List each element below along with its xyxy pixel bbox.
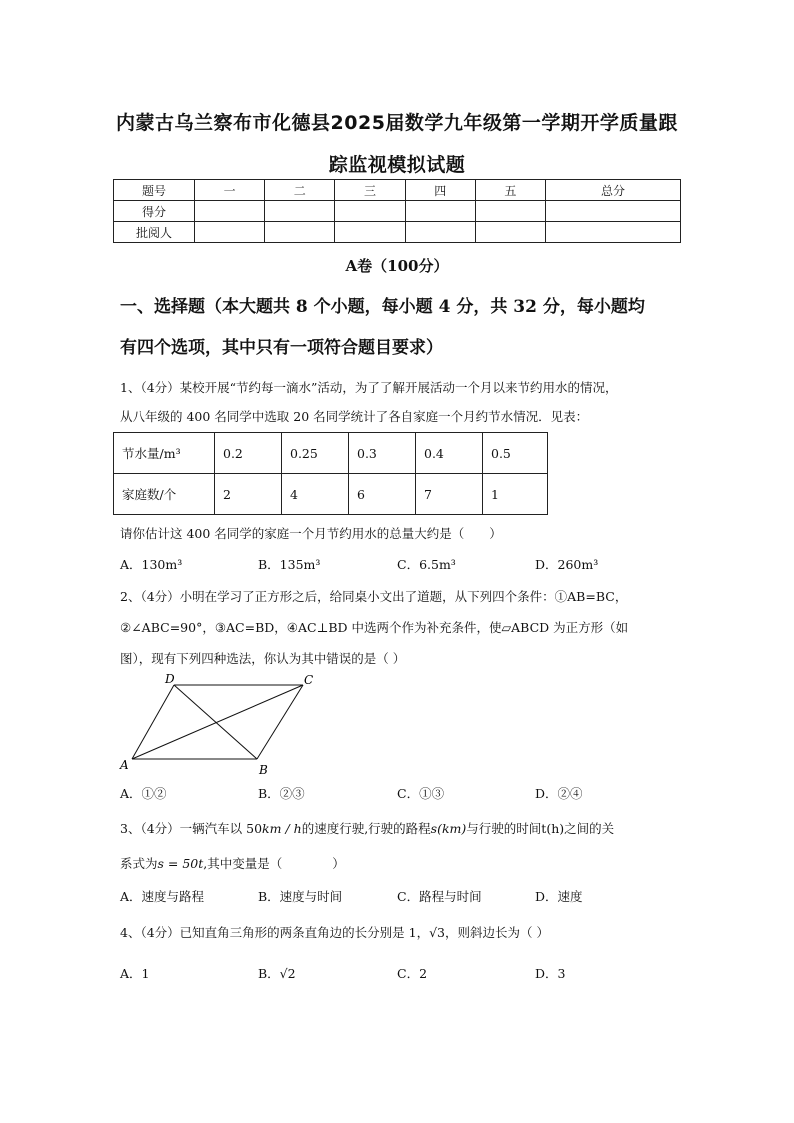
q4-option-b[interactable]: B．√2 bbox=[258, 966, 296, 981]
water-cell: 0.25 bbox=[282, 433, 349, 474]
score-cell[interactable] bbox=[335, 222, 405, 243]
q1-option-d[interactable]: D．260m³ bbox=[535, 557, 599, 572]
q2-option-b[interactable]: B．②③ bbox=[258, 786, 305, 801]
water-cell: 2 bbox=[215, 474, 282, 515]
q3-text-part: 的速度行驶,行驶的路程 bbox=[301, 821, 431, 836]
score-row-label: 得分 bbox=[114, 201, 195, 222]
table-row bbox=[114, 433, 548, 474]
score-header-cell: 二 bbox=[265, 180, 335, 201]
q4-text-part: ，则斜边长为（ ） bbox=[445, 925, 549, 940]
score-row-label: 批阅人 bbox=[114, 222, 195, 243]
q2-option-d[interactable]: D．②④ bbox=[535, 786, 583, 801]
parallelogram-figure bbox=[115, 668, 325, 780]
vertex-label-c: C bbox=[304, 673, 314, 687]
water-cell: 0.2 bbox=[215, 433, 282, 474]
q3-option-b[interactable]: B．速度与时间 bbox=[258, 889, 343, 904]
q2-option-c[interactable]: C．①③ bbox=[397, 786, 445, 801]
water-row-label: 节水量/m³ bbox=[114, 433, 215, 474]
q3-time-symbol: t(h) bbox=[541, 821, 565, 836]
q4-option-c[interactable]: C．2 bbox=[397, 966, 428, 981]
score-cell[interactable] bbox=[265, 222, 335, 243]
water-cell: 7 bbox=[416, 474, 483, 515]
exam-title-line1: 内蒙古乌兰察布市化德县2025届数学九年级第一学期开学质量跟 bbox=[116, 112, 678, 134]
q3-text-part: 系式为 bbox=[120, 856, 158, 871]
q1-text-line2: 从八年级的 400 名同学中选取 20 名同学统计了各自家庭一个月约节水情况．见表： bbox=[120, 409, 589, 424]
score-header-cell: 总分 bbox=[546, 180, 681, 201]
q4-text-line1 bbox=[120, 925, 549, 941]
q3-distance-symbol: s(km) bbox=[430, 821, 467, 836]
vertex-label-d: D bbox=[165, 672, 175, 686]
q3-text-part: ,其中变量是（ ） bbox=[203, 856, 345, 871]
water-cell: 1 bbox=[483, 474, 548, 515]
q1-option-c[interactable]: C．6.5m³ bbox=[397, 557, 456, 572]
score-cell[interactable] bbox=[335, 201, 405, 222]
diagonal-bd bbox=[174, 685, 257, 759]
vertex-label-a: A bbox=[120, 758, 129, 772]
score-cell[interactable] bbox=[475, 201, 545, 222]
q2-text-line1: 2、（4分）小明在学习了正方形之后，给同桌小文出了道题，从下列四个条件：①AB=BC， bbox=[120, 589, 628, 604]
water-cell: 0.5 bbox=[483, 433, 548, 474]
table-row bbox=[114, 222, 681, 243]
q4-option-d[interactable]: D．3 bbox=[535, 966, 566, 981]
score-cell[interactable] bbox=[195, 222, 265, 243]
water-cell: 0.4 bbox=[416, 433, 483, 474]
vertex-label-b: B bbox=[259, 763, 268, 777]
score-header-cell: 一 bbox=[195, 180, 265, 201]
q3-text-part: 与行驶的时间 bbox=[466, 821, 542, 836]
diagonal-ac bbox=[132, 685, 303, 759]
q4-root-value: √3 bbox=[429, 925, 446, 940]
table-row bbox=[114, 474, 548, 515]
q3-text-part: 3、（4分）一辆汽车以 50 bbox=[120, 821, 263, 836]
exam-title-line2: 踪监视模拟试题 bbox=[328, 154, 466, 176]
water-table bbox=[113, 432, 548, 515]
score-cell[interactable] bbox=[546, 222, 681, 243]
score-cell[interactable] bbox=[195, 201, 265, 222]
q3-text-line2 bbox=[120, 856, 345, 872]
q4-text-part: 4、（4分）已知直角三角形的两条直角边的长分别是 1， bbox=[120, 925, 430, 940]
q3-option-a[interactable]: A．速度与路程 bbox=[120, 889, 205, 904]
table-row bbox=[114, 180, 681, 201]
q1-option-a[interactable]: A．130m³ bbox=[120, 557, 183, 572]
side-bc bbox=[257, 685, 303, 759]
q4-option-a[interactable]: A．1 bbox=[120, 966, 150, 981]
score-cell[interactable] bbox=[475, 222, 545, 243]
q2-option-a[interactable]: A．①② bbox=[120, 786, 167, 801]
water-cell: 4 bbox=[282, 474, 349, 515]
q2-text-line2: ②∠ABC=90°，③AC=BD，④AC⊥BD 中选两个作为补充条件，使▱ABCD 为正方形（如 bbox=[120, 620, 629, 635]
score-cell[interactable] bbox=[405, 222, 475, 243]
score-header-cell: 题号 bbox=[114, 180, 195, 201]
score-cell[interactable] bbox=[265, 201, 335, 222]
score-cell[interactable] bbox=[405, 201, 475, 222]
table-row bbox=[114, 201, 681, 222]
section-heading-line2: 有四个选项，其中只有一项符合题目要求） bbox=[120, 338, 443, 358]
score-cell[interactable] bbox=[546, 201, 681, 222]
q3-option-d[interactable]: D．速度 bbox=[535, 889, 583, 904]
q3-text-part: 之间的关 bbox=[564, 821, 615, 836]
q1-option-b[interactable]: B．135m³ bbox=[258, 557, 321, 572]
side-da bbox=[132, 685, 174, 759]
score-header-cell: 五 bbox=[475, 180, 545, 201]
q3-option-c[interactable]: C．路程与时间 bbox=[397, 889, 482, 904]
q3-speed-unit: km / h bbox=[262, 821, 302, 836]
water-cell: 6 bbox=[349, 474, 416, 515]
q1-text-line3: 请你估计这 400 名同学的家庭一个月节约用水的总量大约是（ ） bbox=[120, 526, 502, 541]
score-header-cell: 三 bbox=[335, 180, 405, 201]
water-cell: 0.3 bbox=[349, 433, 416, 474]
q3-formula: s = 50t bbox=[157, 856, 204, 871]
q2-text-line3: 图），现有下列四种选法，你认为其中错误的是（ ） bbox=[120, 651, 406, 666]
water-row-label: 家庭数/个 bbox=[114, 474, 215, 515]
score-header-cell: 四 bbox=[405, 180, 475, 201]
q3-text-line1 bbox=[120, 821, 614, 837]
section-heading-line1: 一、选择题（本大题共 8 个小题，每小题 4 分，共 32 分，每小题均 bbox=[120, 297, 645, 317]
score-table bbox=[113, 179, 681, 243]
paper-a-heading: A卷（100分） bbox=[345, 257, 449, 275]
q1-text-line1: 1、（4分）某校开展“节约每一滴水”活动，为了了解开展活动一个月以来节约用水的情况， bbox=[120, 380, 618, 395]
